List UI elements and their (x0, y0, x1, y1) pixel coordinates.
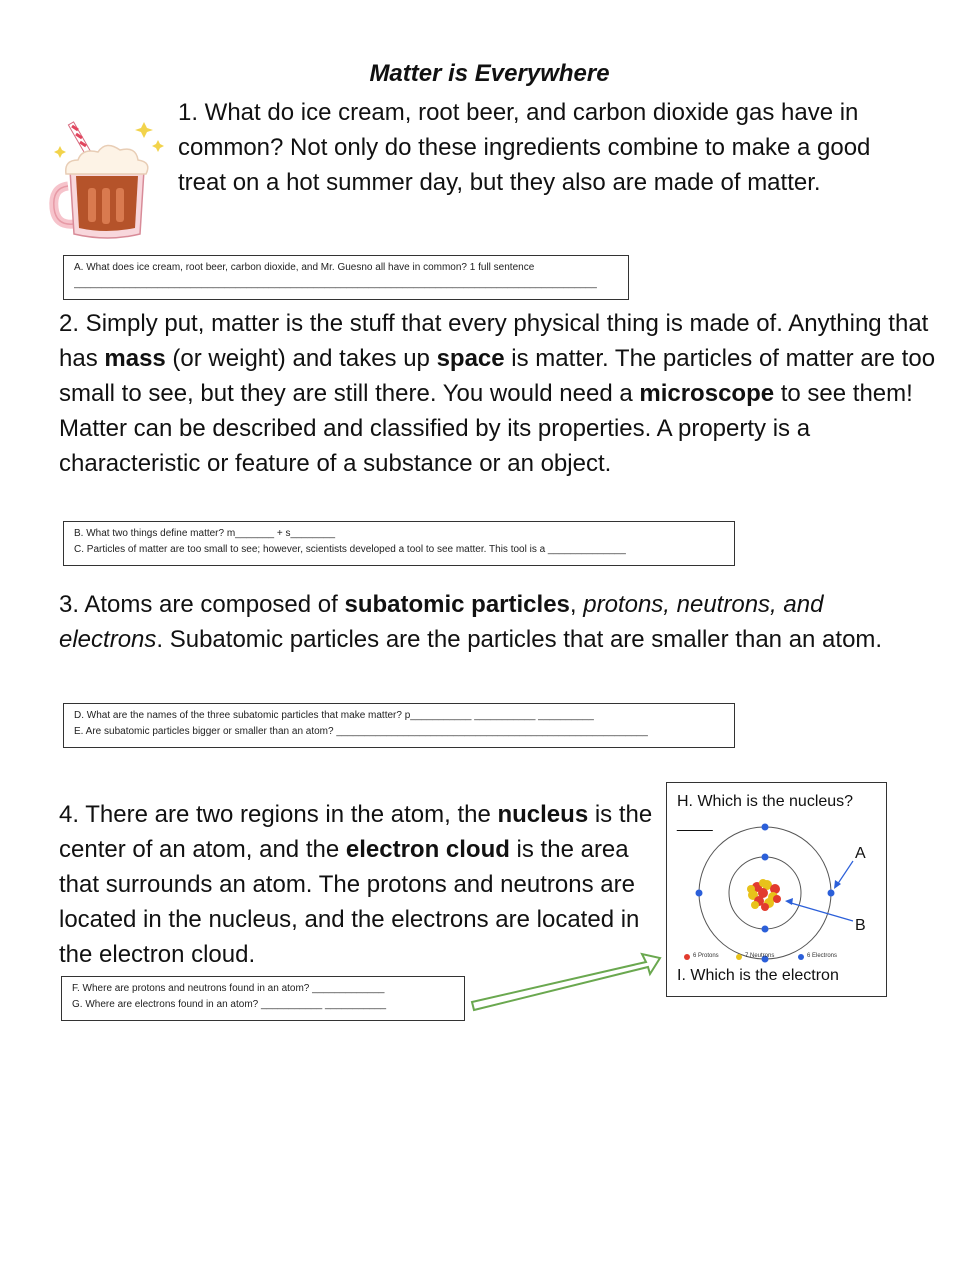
paragraph-3-text-2: , (569, 591, 584, 618)
question-f: F. Where are protons and neutrons found in an atom? _____________ (72, 983, 385, 994)
question-e: E. Are subatomic particles bigger or smaller than an atom? ________________________________________________________ (74, 726, 648, 737)
paragraph-4-text-1: 4. There are two regions in the atom, the (59, 801, 498, 828)
question-d: D. What are the names of the three subatomic particles that make matter? p___________ ___________ __________ (74, 710, 594, 721)
question-h: H. Which is the nucleus? (677, 793, 854, 810)
question-g: G. Where are electrons found in an atom? ___________ ___________ (72, 999, 387, 1010)
root-beer-float-icon (48, 116, 168, 244)
paragraph-2 (59, 306, 939, 481)
paragraph-1: 1. What do ice cream, root beer, and carbon dioxide gas have in common? Not only do these ingredients combine to make a good treat on a hot summer day, but they also are made of matter. (178, 99, 871, 196)
label-b: B (855, 917, 866, 934)
page-title: Matter is Everywhere (369, 60, 610, 87)
term-subatomic-particles: subatomic particles (344, 591, 570, 618)
question-b: B. What two things define matter? m_______ + s________ (74, 528, 336, 539)
question-box-fg (61, 976, 465, 1021)
question-i: I. Which is the electron (677, 967, 839, 984)
paragraph-3 (59, 587, 919, 657)
paragraph-4 (59, 797, 655, 972)
legend-neutrons: 7 Neutrons (745, 953, 775, 959)
question-c: C. Particles of matter are too small to see; however, scientists developed a tool to see matter. This tool is a ______________ (74, 544, 626, 555)
legend-electrons: 6 Electrons (807, 953, 838, 959)
term-particle-names: protons, neutrons, and electrons (59, 591, 824, 653)
answer-line-h: ____ (677, 815, 713, 832)
atom-diagram-box (666, 782, 887, 997)
paragraph-2-text-1: 2. Simply put, matter is the stuff that every physical thing is made of. Anything that has (59, 310, 929, 372)
question-box-a (63, 255, 629, 300)
paragraph-3-text-3: . Subatomic particles are the particles that are smaller than an atom. (156, 626, 883, 653)
paragraph-2-text-3: is matter. The particles of matter are too small to see, but they are still there. You would need a (59, 345, 936, 407)
question-box-de (63, 703, 735, 748)
paragraph-2-text-2: (or weight) and takes up (165, 345, 437, 372)
term-mass: mass (104, 345, 166, 372)
legend-protons: 6 Protons (693, 953, 719, 959)
arrow-icon (466, 950, 666, 1016)
term-microscope: microscope (639, 380, 775, 407)
label-a: A (855, 845, 866, 862)
answer-line-a: ______________________________________________________________________________________________ (74, 278, 597, 289)
paragraph-4-text-2: is the center of an atom, and the (59, 801, 653, 863)
term-electron-cloud: electron cloud (345, 836, 510, 863)
paragraph-2-text-4: to see them! Matter can be described and classified by its properties. A property is a characteristic or feature of a substance or an object. (59, 380, 913, 477)
paragraph-4-text-3: is the area that surrounds an atom. The protons and neutrons are located in the nucleus, and the electrons are located in the electron cloud. (59, 836, 640, 968)
question-box-bc (63, 521, 735, 566)
term-nucleus: nucleus (497, 801, 589, 828)
term-space: space (436, 345, 505, 372)
paragraph-3-text-1: 3. Atoms are composed of (59, 591, 345, 618)
question-a: A. What does ice cream, root beer, carbon dioxide, and Mr. Guesno all have in common? 1 full sentence (74, 262, 535, 273)
